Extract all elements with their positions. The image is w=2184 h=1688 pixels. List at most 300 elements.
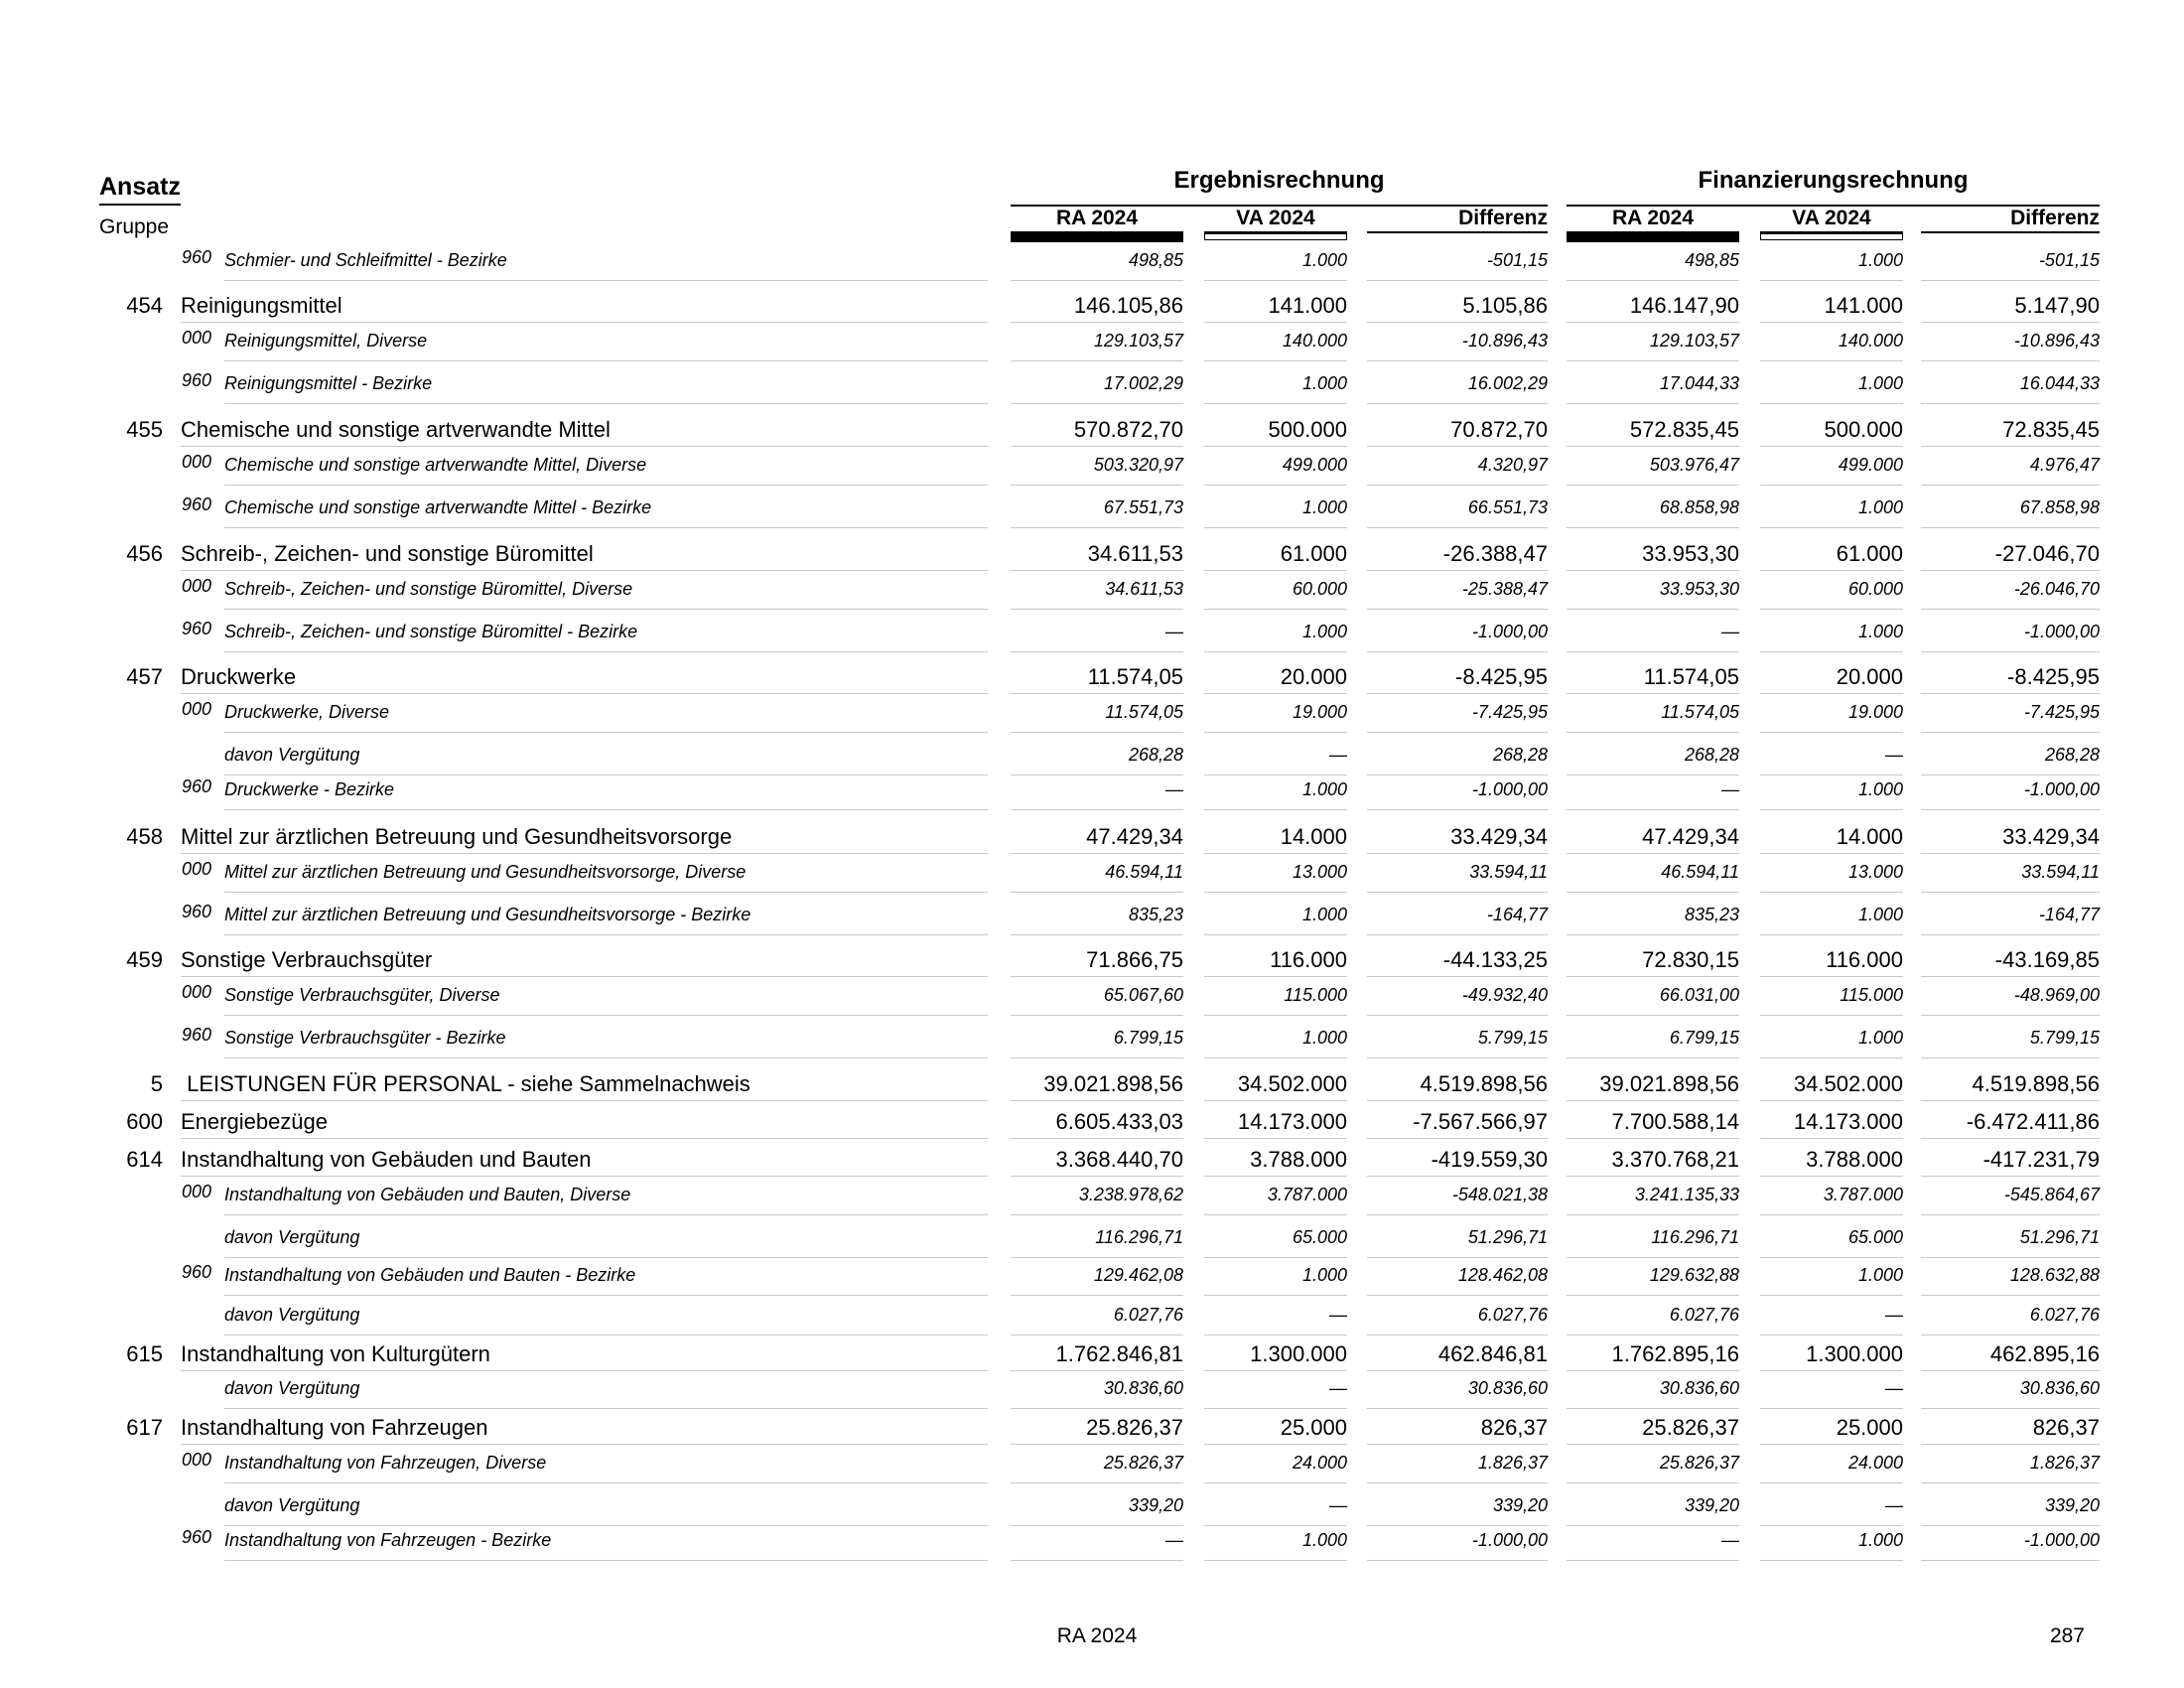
row-label: Energiebezüge (181, 1109, 329, 1134)
value-cell: 339,20 (1128, 1495, 1183, 1515)
value-cell: — (1165, 1530, 1183, 1550)
row-rule (224, 609, 988, 610)
cell-rule (1204, 774, 1347, 775)
value-cell: -6.472.411,86 (1966, 1109, 2100, 1134)
cell-rule (1567, 853, 1739, 854)
value-cell: 129.103,57 (1093, 331, 1183, 351)
cell-rule (1367, 976, 1548, 977)
value-cell: -48.969,00 (2013, 985, 2100, 1005)
cell-rule (1760, 809, 1903, 810)
row-rule (181, 1176, 988, 1177)
row-label: davon Vergütung (224, 745, 360, 765)
value-cell: -501,15 (1486, 250, 1548, 270)
value-cell: 65.000 (1847, 1227, 1903, 1247)
value-cell: 1.762.846,81 (1055, 1341, 1183, 1366)
value-cell: 503.976,47 (1649, 455, 1739, 475)
value-cell: 39.021.898,56 (1043, 1071, 1183, 1096)
cell-rule (1367, 280, 1548, 281)
cell-rule (1011, 1370, 1183, 1371)
cell-rule (1567, 1138, 1739, 1139)
value-cell: 16.044,33 (2019, 373, 2100, 393)
cell-rule (1760, 1138, 1903, 1139)
value-cell: — (1329, 745, 1347, 765)
value-cell: 11.574,05 (1643, 664, 1739, 689)
value-cell: 65.000 (1292, 1227, 1347, 1247)
value-cell: 25.000 (1836, 1415, 1903, 1440)
value-cell: 33.594,11 (1469, 862, 1548, 882)
cell-rule (1367, 1335, 1548, 1336)
cell-rule (1204, 1370, 1347, 1371)
value-cell: 34.502.000 (1793, 1071, 1903, 1096)
value-cell: — (1885, 1305, 1903, 1325)
value-cell: 25.826,37 (1086, 1415, 1183, 1440)
cell-rule (1921, 485, 2100, 486)
cell-rule (1921, 1408, 2100, 1409)
row-label: Schreib-, Zeichen- und sonstige Büromittel (181, 541, 594, 566)
value-cell: 1.000 (1857, 779, 1903, 799)
row-label: Sonstige Verbrauchsgüter, Diverse (224, 985, 500, 1005)
section-title-ergebnisrechnung: Ergebnisrechnung (1173, 167, 1385, 194)
cell-rule (1760, 1335, 1903, 1336)
cell-rule (1204, 280, 1347, 281)
cell-rule (1204, 809, 1347, 810)
value-cell: 66.551,73 (1467, 497, 1548, 517)
row-rule (224, 934, 988, 935)
cell-rule (1367, 1214, 1548, 1215)
value-cell: 25.826,37 (1659, 1453, 1739, 1473)
value-cell: 3.788.000 (1250, 1147, 1347, 1172)
cell-rule (1011, 403, 1183, 404)
row-rule (224, 1482, 988, 1483)
value-cell: -8.425,95 (2007, 664, 2100, 689)
value-cell: 3.238.978,62 (1078, 1185, 1183, 1204)
cell-rule (1567, 485, 1739, 486)
row-label: davon Vergütung (224, 1495, 360, 1515)
cell-rule (1567, 1295, 1739, 1296)
cell-rule (1204, 651, 1347, 652)
cell-rule (1367, 1444, 1548, 1445)
value-cell: 5.799,15 (2029, 1028, 2100, 1048)
cell-rule (1921, 1057, 2100, 1058)
row-rule (181, 322, 988, 323)
value-cell: 61.000 (1280, 541, 1347, 566)
row-label: Instandhaltung von Fahrzeugen - Bezirke (224, 1530, 552, 1550)
value-cell: 141.000 (1268, 293, 1347, 318)
row-rule (224, 1295, 988, 1296)
cell-rule (1760, 1295, 1903, 1296)
cell-rule (1011, 1214, 1183, 1215)
cell-rule (1367, 403, 1548, 404)
value-cell: -1.000,00 (1471, 779, 1548, 799)
value-cell: 1.000 (1857, 1265, 1903, 1285)
value-cell: 129.632,88 (1649, 1265, 1739, 1285)
value-cell: 1.000 (1301, 622, 1347, 641)
value-cell: 1.762.895,16 (1611, 1341, 1739, 1366)
cell-rule (1921, 1335, 2100, 1336)
value-cell: 1.000 (1301, 373, 1347, 393)
cell-rule (1011, 609, 1183, 610)
cell-rule (1921, 934, 2100, 935)
row-label: Instandhaltung von Fahrzeugen, Diverse (224, 1453, 547, 1473)
cell-rule (1011, 527, 1183, 528)
cell-rule (1367, 651, 1548, 652)
value-cell: 33.953,30 (1659, 579, 1739, 599)
value-cell: 1.000 (1857, 373, 1903, 393)
row-label: Reinigungsmittel (181, 293, 342, 318)
row-rule (181, 1138, 988, 1139)
value-cell: 25.826,37 (1103, 1453, 1183, 1473)
cell-rule (1367, 360, 1548, 361)
cell-rule (1567, 1560, 1739, 1561)
cell-rule (1921, 527, 2100, 528)
cell-rule (1760, 693, 1903, 694)
value-cell: 140.000 (1282, 331, 1347, 351)
value-cell: -10.896,43 (2013, 331, 2100, 351)
value-cell: 25.000 (1280, 1415, 1347, 1440)
row-rule (181, 1100, 988, 1101)
row-rule (181, 693, 988, 694)
cell-rule (1921, 360, 2100, 361)
cell-rule (1367, 774, 1548, 775)
row-rule (224, 1057, 988, 1058)
value-cell: 3.787.000 (1823, 1185, 1903, 1204)
value-cell: 826,37 (2032, 1415, 2100, 1440)
cell-rule (1011, 1335, 1183, 1336)
value-cell: 17.044,33 (1659, 373, 1739, 393)
value-cell: 3.787.000 (1267, 1185, 1347, 1204)
row-code: 960 (182, 1025, 212, 1045)
value-cell: 65.067,60 (1103, 985, 1183, 1005)
cell-rule (1921, 1525, 2100, 1526)
value-cell: 13.000 (1847, 862, 1903, 882)
value-cell: 30.836,60 (2019, 1378, 2100, 1398)
value-cell: 24.000 (1292, 1453, 1347, 1473)
value-cell: 5.147,90 (2014, 293, 2100, 318)
value-cell: 1.000 (1857, 497, 1903, 517)
cell-rule (1760, 485, 1903, 486)
cell-rule (1921, 732, 2100, 733)
value-cell: -27.046,70 (1994, 541, 2100, 566)
cell-rule (1204, 609, 1347, 610)
row-code: 617 (126, 1415, 163, 1440)
cell-rule (1011, 1560, 1183, 1561)
cell-rule (1367, 1370, 1548, 1371)
value-cell: 25.826,37 (1642, 1415, 1739, 1440)
cell-rule (1011, 934, 1183, 935)
column-header-ergebnis-1: VA 2024 (1236, 207, 1315, 229)
row-rule (224, 1214, 988, 1215)
cell-rule (1204, 1214, 1347, 1215)
cell-rule (1367, 609, 1548, 610)
row-rule (181, 1370, 988, 1371)
row-rule (224, 1408, 988, 1409)
value-cell: -7.567.566,97 (1413, 1109, 1548, 1134)
row-code: 960 (182, 370, 212, 390)
value-cell: 1.826,37 (2029, 1453, 2100, 1473)
value-cell: 339,20 (1684, 1495, 1739, 1515)
value-cell: 51.296,71 (2019, 1227, 2100, 1247)
cell-rule (1921, 1176, 2100, 1177)
cell-rule (1204, 693, 1347, 694)
value-cell: 268,28 (1492, 745, 1548, 765)
cell-rule (1760, 1257, 1903, 1258)
value-cell: 6.027,76 (2029, 1305, 2100, 1325)
value-cell: 268,28 (1684, 745, 1739, 765)
cell-rule (1921, 1370, 2100, 1371)
cell-rule (1567, 774, 1739, 775)
cell-rule (1567, 360, 1739, 361)
cell-rule (1760, 403, 1903, 404)
cell-rule (1760, 934, 1903, 935)
row-code: 456 (126, 541, 163, 566)
cell-rule (1367, 934, 1548, 935)
value-cell: 498,85 (1128, 250, 1183, 270)
cell-rule (1011, 570, 1183, 571)
row-code: 000 (182, 1182, 212, 1201)
cell-rule (1011, 1057, 1183, 1058)
cell-rule (1367, 322, 1548, 323)
value-cell: 6.027,76 (1113, 1305, 1183, 1325)
value-cell: 13.000 (1292, 862, 1347, 882)
value-cell: 268,28 (2044, 745, 2100, 765)
cell-rule (1760, 1525, 1903, 1526)
cell-rule (1367, 1100, 1548, 1101)
cell-rule (1921, 693, 2100, 694)
row-code: 600 (126, 1109, 163, 1134)
value-cell: 3.788.000 (1806, 1147, 1903, 1172)
row-rule (224, 1015, 988, 1016)
cell-rule (1011, 485, 1183, 486)
row-label: Instandhaltung von Fahrzeugen (181, 1415, 488, 1440)
value-cell: — (1329, 1495, 1347, 1515)
row-rule (181, 570, 988, 571)
value-cell: — (1721, 1530, 1739, 1550)
value-cell: -419.559,30 (1431, 1147, 1548, 1172)
column-header-ergebnis-0: RA 2024 (1055, 207, 1139, 229)
value-cell: 146.147,90 (1629, 293, 1739, 318)
row-rule (224, 403, 988, 404)
cell-rule (1921, 976, 2100, 977)
row-label: Instandhaltung von Gebäuden und Bauten (181, 1147, 592, 1172)
cell-rule (1367, 1138, 1548, 1139)
cell-rule (1760, 1100, 1903, 1101)
row-label: Sonstige Verbrauchsgüter (181, 947, 433, 972)
cell-rule (1760, 280, 1903, 281)
cell-rule (1567, 280, 1739, 281)
cell-rule (1567, 446, 1739, 447)
value-cell: — (1165, 622, 1183, 641)
value-cell: 1.000 (1857, 622, 1903, 641)
cell-rule (1760, 651, 1903, 652)
row-code: 960 (182, 902, 212, 921)
cell-rule (1760, 322, 1903, 323)
value-cell: 1.000 (1857, 250, 1903, 270)
value-cell: 39.021.898,56 (1599, 1071, 1739, 1096)
cell-rule (1921, 1138, 2100, 1139)
row-rule (224, 1257, 988, 1258)
row-label: Mittel zur ärztlichen Betreuung und Gesundheitsvorsorge - Bezirke (224, 905, 751, 924)
cell-rule (1204, 1057, 1347, 1058)
value-cell: 141.000 (1824, 293, 1903, 318)
value-cell: 462.846,81 (1437, 1341, 1548, 1366)
value-cell: 60.000 (1847, 579, 1903, 599)
value-cell: 116.000 (1826, 947, 1903, 972)
row-label: Druckwerke, Diverse (224, 702, 390, 722)
row-code: 960 (182, 1527, 212, 1547)
cell-rule (1367, 732, 1548, 733)
value-cell: 67.858,98 (2019, 497, 2100, 517)
value-cell: -26.046,70 (2013, 579, 2100, 599)
value-cell: -164,77 (2038, 905, 2100, 924)
cell-rule (1011, 1138, 1183, 1139)
value-cell: 47.429,34 (1642, 824, 1739, 849)
row-label: Instandhaltung von Gebäuden und Bauten - Bezirke (224, 1265, 636, 1285)
value-cell: 115.000 (1840, 985, 1903, 1005)
cell-rule (1204, 1015, 1347, 1016)
row-label: Schmier- und Schleifmittel - Bezirke (224, 250, 507, 270)
cell-rule (1567, 1176, 1739, 1177)
value-cell: — (1885, 1495, 1903, 1515)
column-header-finanz-0: RA 2024 (1611, 207, 1695, 229)
row-rule (224, 809, 988, 810)
row-code: 454 (126, 293, 163, 318)
value-cell: 30.836,60 (1467, 1378, 1548, 1398)
value-cell: 1.000 (1857, 1028, 1903, 1048)
row-code: 960 (182, 619, 212, 638)
cell-rule (1204, 1176, 1347, 1177)
value-cell: 500.000 (1268, 417, 1347, 442)
cell-rule (1204, 934, 1347, 935)
cell-rule (1367, 1560, 1548, 1561)
row-rule (224, 1560, 988, 1561)
column-marker-bar (1567, 233, 1739, 242)
cell-rule (1760, 1214, 1903, 1215)
row-label: Chemische und sonstige artverwandte Mittel (181, 417, 611, 442)
value-cell: -1.000,00 (2023, 779, 2100, 799)
row-code: 615 (126, 1341, 163, 1366)
value-cell: 51.296,71 (1467, 1227, 1548, 1247)
value-cell: 500.000 (1824, 417, 1903, 442)
cell-rule (1204, 1295, 1347, 1296)
cell-rule (1011, 322, 1183, 323)
value-cell: 503.320,97 (1093, 455, 1183, 475)
row-rule (224, 280, 988, 281)
cell-rule (1760, 1370, 1903, 1371)
value-cell: 14.000 (1836, 824, 1903, 849)
row-label: LEISTUNGEN FÜR PERSONAL - siehe Sammelnachweis (181, 1071, 751, 1096)
cell-rule (1760, 1482, 1903, 1483)
value-cell: -548.021,38 (1451, 1185, 1548, 1204)
row-code: 000 (182, 859, 212, 879)
value-cell: 1.000 (1301, 1265, 1347, 1285)
value-cell: -26.388,47 (1442, 541, 1548, 566)
cell-rule (1204, 1257, 1347, 1258)
cell-rule (1367, 485, 1548, 486)
cell-rule (1204, 485, 1347, 486)
cell-rule (1011, 1100, 1183, 1101)
value-cell: 4.320,97 (1477, 455, 1548, 475)
cell-rule (1011, 1444, 1183, 1445)
cell-rule (1204, 1482, 1347, 1483)
value-cell: 14.000 (1280, 824, 1347, 849)
column-marker-bar (1760, 233, 1903, 240)
cell-rule (1921, 609, 2100, 610)
cell-rule (1921, 651, 2100, 652)
cell-rule (1921, 570, 2100, 571)
value-cell: 46.594,11 (1105, 862, 1183, 882)
value-cell: 268,28 (1128, 745, 1183, 765)
value-cell: 33.429,34 (2002, 824, 2100, 849)
value-cell: 146.105,86 (1073, 293, 1183, 318)
value-cell: 5.105,86 (1462, 293, 1548, 318)
row-label: Mittel zur ärztlichen Betreuung und Gesundheitsvorsorge, Diverse (224, 862, 747, 882)
cell-rule (1011, 774, 1183, 775)
cell-rule (1204, 1408, 1347, 1409)
value-cell: 30.836,60 (1659, 1378, 1739, 1398)
cell-rule (1567, 1444, 1739, 1445)
value-cell: -417.231,79 (1982, 1147, 2100, 1172)
value-cell: 6.027,76 (1669, 1305, 1739, 1325)
value-cell: 129.462,08 (1093, 1265, 1183, 1285)
cell-rule (1567, 1057, 1739, 1058)
cell-rule (1011, 1482, 1183, 1483)
cell-rule (1011, 280, 1183, 281)
cell-rule (1760, 892, 1903, 893)
value-cell: 116.000 (1270, 947, 1347, 972)
row-code: 5 (150, 1071, 163, 1096)
value-cell: -8.425,95 (1455, 664, 1548, 689)
cell-rule (1367, 853, 1548, 854)
value-cell: 34.611,53 (1087, 541, 1183, 566)
value-cell: -164,77 (1486, 905, 1548, 924)
ansatz-heading: Ansatz (99, 173, 181, 206)
row-rule (224, 1335, 988, 1336)
value-cell: 572.835,45 (1629, 417, 1739, 442)
value-cell: — (1329, 1305, 1347, 1325)
value-cell: 6.605.433,03 (1055, 1109, 1183, 1134)
cell-rule (1921, 1214, 2100, 1215)
value-cell: 19.000 (1847, 702, 1903, 722)
cell-rule (1204, 976, 1347, 977)
cell-rule (1367, 1015, 1548, 1016)
cell-rule (1567, 403, 1739, 404)
cell-rule (1760, 1015, 1903, 1016)
cell-rule (1367, 1257, 1548, 1258)
cell-rule (1367, 527, 1548, 528)
value-cell: 6.799,15 (1113, 1028, 1183, 1048)
row-label: Chemische und sonstige artverwandte Mittel - Bezirke (224, 497, 652, 517)
value-cell: 570.872,70 (1073, 417, 1183, 442)
value-cell: 33.429,34 (1450, 824, 1548, 849)
cell-rule (1567, 1335, 1739, 1336)
cell-rule (1567, 1525, 1739, 1526)
cell-rule (1760, 853, 1903, 854)
value-cell: 339,20 (1492, 1495, 1548, 1515)
cell-rule (1367, 1176, 1548, 1177)
value-cell: 33.953,30 (1642, 541, 1739, 566)
value-cell: -1.000,00 (2023, 1530, 2100, 1550)
cell-rule (1011, 1257, 1183, 1258)
footer-title: RA 2024 (1056, 1624, 1138, 1647)
value-cell: 70.872,70 (1450, 417, 1548, 442)
cell-rule (1367, 693, 1548, 694)
cell-rule (1760, 1444, 1903, 1445)
cell-rule (1921, 774, 2100, 775)
value-cell: 826,37 (1480, 1415, 1548, 1440)
value-cell: 115.000 (1284, 985, 1347, 1005)
value-cell: -43.169,85 (1994, 947, 2100, 972)
cell-rule (1204, 892, 1347, 893)
